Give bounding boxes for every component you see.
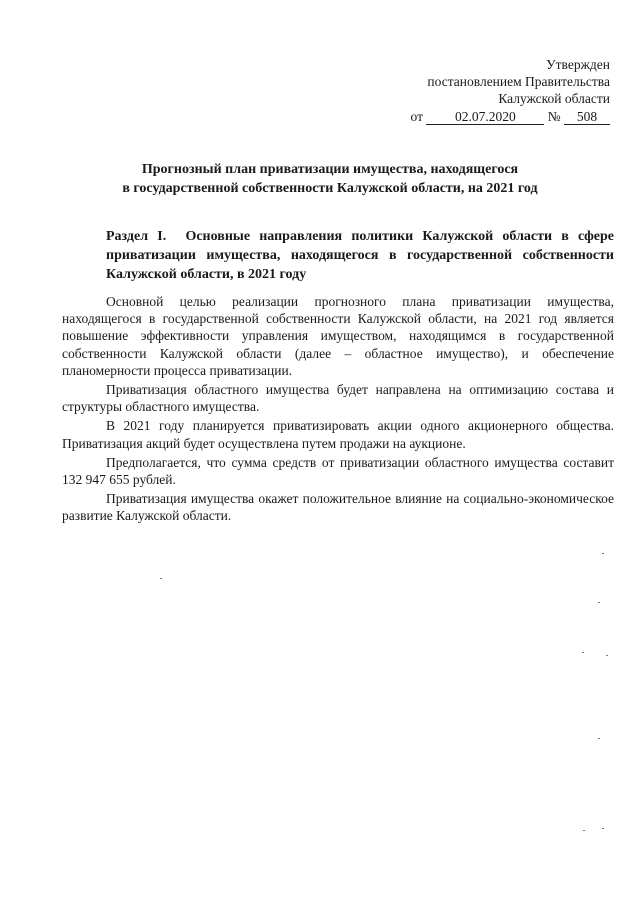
title-line-2: в государственной собственности Калужской области, на 2021 год	[122, 181, 538, 196]
document-body	[62, 293, 614, 527]
scan-speck	[160, 578, 162, 579]
approval-number: 508	[564, 110, 610, 125]
scan-speck	[602, 828, 604, 829]
approval-line-region: Калужской области	[498, 91, 610, 106]
approval-line-approved: Утвержден	[546, 57, 610, 72]
scan-speck	[583, 830, 585, 831]
scan-speck	[598, 602, 600, 603]
paragraph: Предполагается, что сумма средств от приватизации областного имущества составит 132 947 655 рублей.	[62, 454, 614, 488]
paragraph: Основной целью реализации прогнозного плана приватизации имущества, находящегося в государственной собственности Калужской области, на 2021 год является повышение эффективности управления имуществом, находящимся в государственной собственности Калужской области (далее – областное имущество), и обеспечение планомерности процесса приватизации.	[62, 294, 614, 378]
section-heading	[62, 227, 614, 284]
paragraph: Приватизация имущества окажет положительное влияние на социально-экономическое развитие Калужской области.	[62, 491, 614, 524]
scan-speck	[598, 738, 600, 739]
approval-line-resolution: постановлением Правительства	[427, 74, 610, 89]
approval-block	[411, 56, 611, 125]
paragraph: Приватизация областного имущества будет направлена на оптимизацию состава и структуры областного имущества.	[62, 382, 614, 415]
from-label: от	[410, 109, 423, 124]
paragraph: В 2021 году планируется приватизировать акции одного акционерного общества. Приватизация акций будет осуществлена путем продажи на аукционе.	[62, 418, 614, 451]
section-heading-text: Основные направления политики Калужской области в сфере приватизации имущества, находящегося в государственной собственности Калужской области, в 2021 году	[106, 229, 614, 282]
scan-speck	[606, 655, 608, 656]
number-label: №	[547, 109, 561, 124]
title-line-1: Прогнозный план приватизации имущества, находящегося	[141, 162, 519, 177]
document-title	[70, 160, 590, 198]
approval-date: 02.07.2020	[426, 110, 544, 125]
scan-speck	[582, 652, 584, 653]
section-label: Раздел I.	[106, 229, 167, 244]
scan-speck	[602, 553, 604, 554]
approval-date-line	[411, 108, 611, 125]
